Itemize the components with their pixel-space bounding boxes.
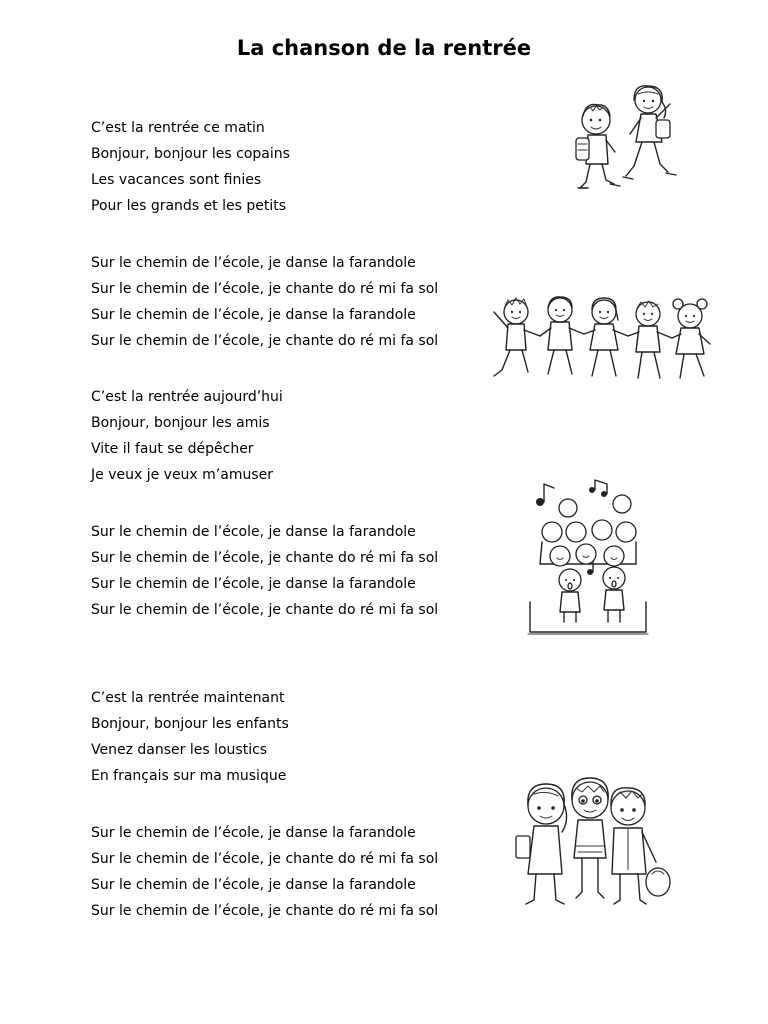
stanza-4-chorus	[91, 519, 438, 623]
lyric-line: Les vacances sont finies	[91, 172, 262, 188]
lyric-line: Venez danser les loustics	[91, 742, 268, 758]
schoolchildren-group-illustration	[512, 770, 672, 910]
lyric-line: Sur le chemin de l’école, je chante do ré mi fa sol	[91, 903, 439, 919]
lyric-line: Pour les grands et les petits	[91, 198, 287, 214]
stanza-5	[91, 685, 289, 789]
lyric-line: Sur le chemin de l’école, je chante do ré mi fa sol	[91, 550, 439, 566]
lyric-line: Bonjour, bonjour les amis	[91, 415, 270, 431]
lyric-line: Sur le chemin de l’école, je danse la farandole	[91, 255, 416, 271]
lyric-line: Bonjour, bonjour les enfants	[91, 716, 289, 732]
lyric-line: C’est la rentrée aujourd’hui	[91, 389, 283, 405]
stanza-6-chorus	[91, 820, 438, 924]
singing-choir-illustration	[526, 476, 650, 638]
lyric-line: Vite il faut se dépêcher	[91, 441, 254, 457]
lyric-line: Sur le chemin de l’école, je danse la farandole	[91, 576, 416, 592]
page-title: La chanson de la rentrée	[236, 36, 532, 60]
stanza-3	[91, 384, 283, 488]
lyric-line: Bonjour, bonjour les copains	[91, 146, 290, 162]
stanza-1	[91, 115, 290, 219]
lyric-line: C’est la rentrée ce matin	[91, 120, 265, 136]
lyric-line: Sur le chemin de l’école, je danse la farandole	[91, 524, 416, 540]
lyric-line: Je veux je veux m’amuser	[91, 467, 273, 483]
lyric-line: C’est la rentrée maintenant	[91, 690, 285, 706]
lyric-line: Sur le chemin de l’école, je chante do ré mi fa sol	[91, 281, 439, 297]
lyric-line: En français sur ma musique	[91, 768, 287, 784]
stanza-2-chorus	[91, 250, 438, 354]
lyric-line: Sur le chemin de l’école, je danse la farandole	[91, 307, 416, 323]
lyric-line: Sur le chemin de l’école, je chante do ré mi fa sol	[91, 333, 439, 349]
farandole-dance-illustration	[488, 290, 716, 390]
lyric-line: Sur le chemin de l’école, je danse la farandole	[91, 825, 416, 841]
lyric-line: Sur le chemin de l’école, je danse la farandole	[91, 877, 416, 893]
lyric-line: Sur le chemin de l’école, je chante do ré mi fa sol	[91, 851, 439, 867]
children-walking-illustration	[568, 80, 686, 200]
lyric-line: Sur le chemin de l’école, je chante do ré mi fa sol	[91, 602, 439, 618]
